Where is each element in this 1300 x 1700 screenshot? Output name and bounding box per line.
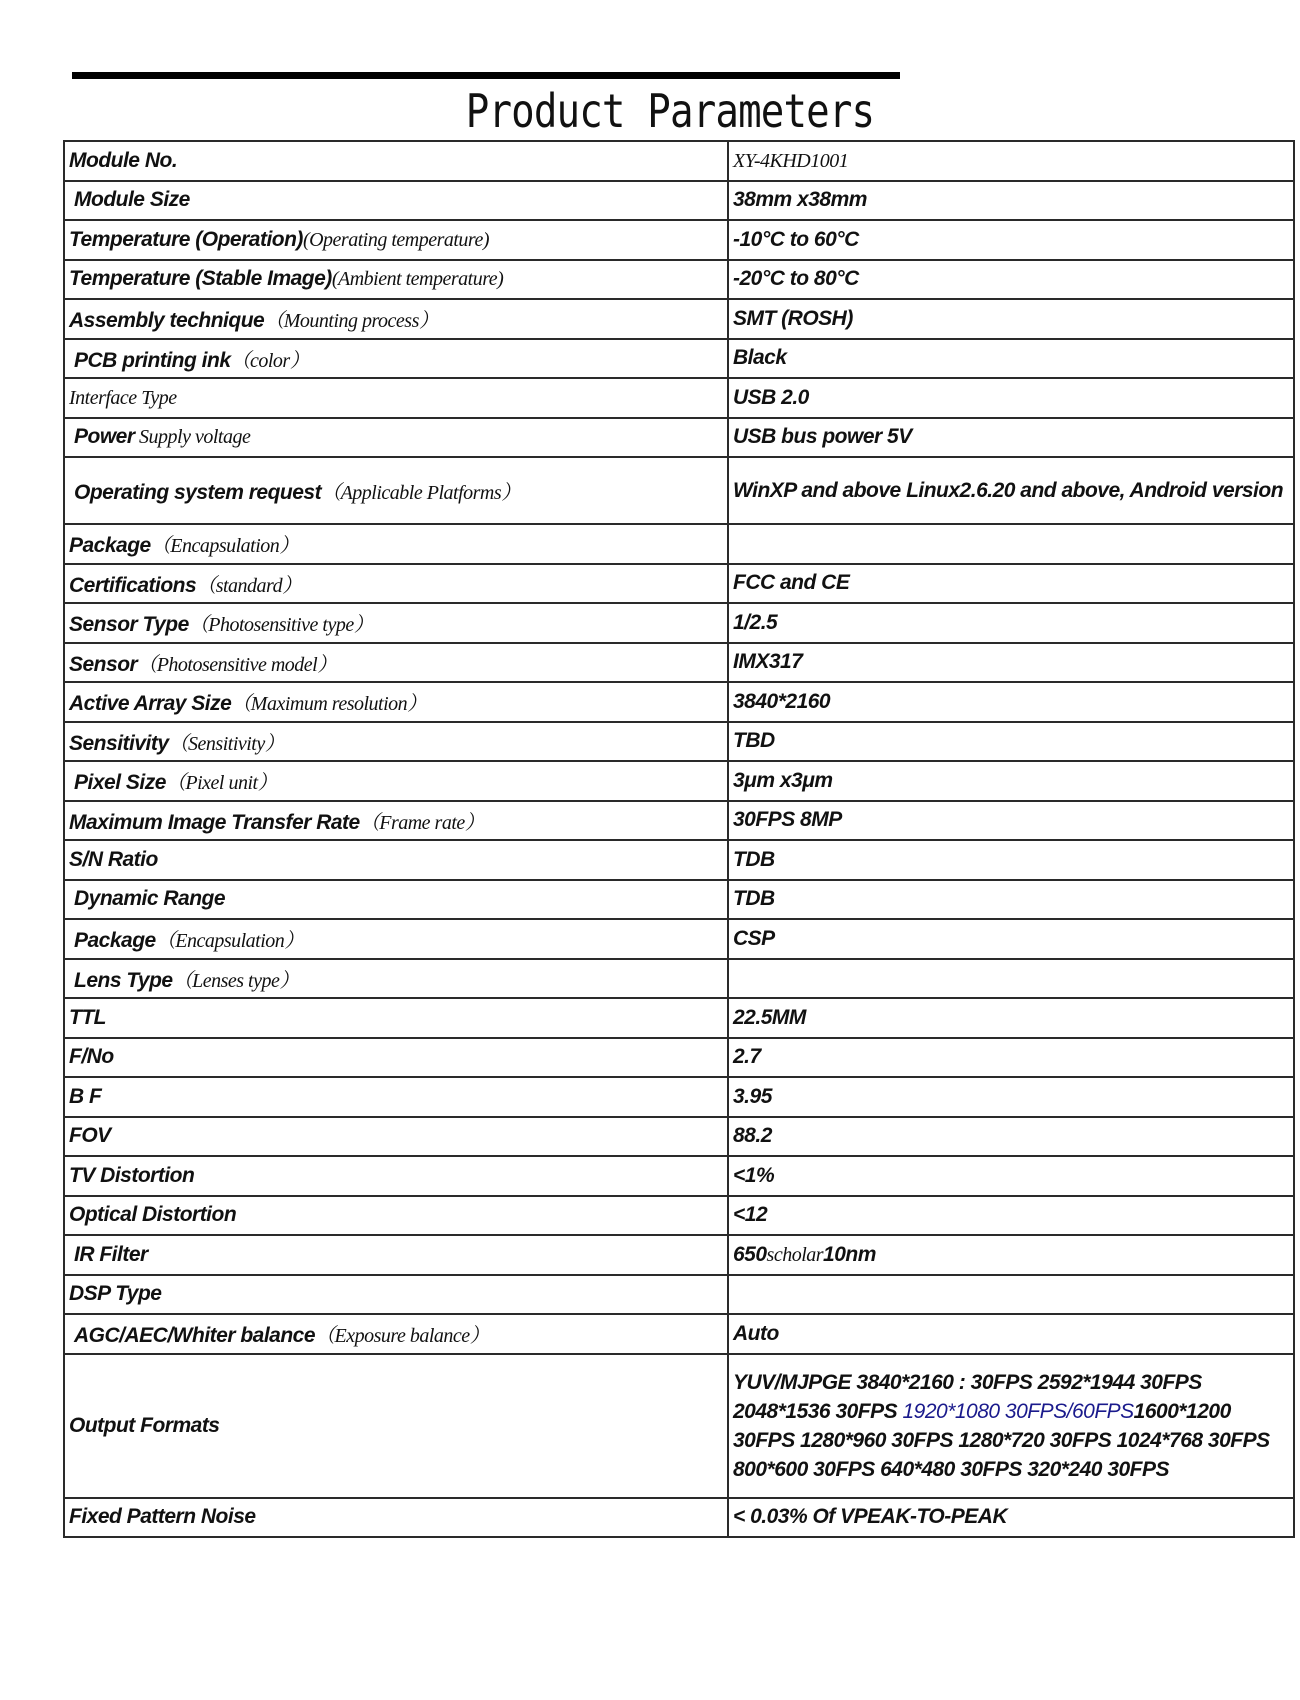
param-label [64,1156,728,1196]
param-name: TV Distortion [69,1163,195,1187]
param-name: Pixel Size [74,771,166,795]
value-text: TBD [733,729,775,753]
param-note: （Sensitivity） [168,732,285,755]
table-row [64,457,1294,524]
value-text: -10°C to 60°C [733,227,859,251]
param-note: (Ambient temperature) [331,268,504,291]
param-value [728,524,1294,564]
value-text: 3μm x3μm [733,768,833,792]
value-text: <1% [733,1163,775,1187]
value-text: <12 [733,1203,768,1227]
param-value [728,418,1294,458]
param-label [64,564,728,604]
param-name: Module No. [69,148,178,172]
value-text: 22.5MM [733,1005,806,1029]
table-row [64,919,1294,959]
param-value [728,1117,1294,1157]
param-value [728,761,1294,801]
value-part: 10nm [823,1242,876,1266]
param-name: B F [69,1084,102,1108]
param-label [64,1275,728,1315]
param-label [64,603,728,643]
param-label [64,524,728,564]
param-label [64,1354,728,1498]
table-row [64,260,1294,300]
value-part: 650 [733,1242,767,1266]
table-row [64,418,1294,458]
param-name: Module Size [74,188,190,212]
table-row [64,1314,1294,1354]
param-value [728,457,1294,524]
table-row [64,880,1294,920]
value-text: 38mm x38mm [733,188,867,212]
table-row [64,524,1294,564]
param-name: S/N Ratio [69,847,158,871]
param-name: FOV [69,1124,111,1148]
param-name: Sensor [69,652,138,676]
value-text: IMX317 [733,650,803,674]
table-row [64,564,1294,604]
value-part: 1600*1200 30FPS 1280*960 30FPS 1280*720 30FPS 1024*768 30FPS 800*600 30FPS 640*480 30FPS 320*240 30FPS [733,1399,1270,1481]
value-text: TDB [733,887,775,911]
table-row [64,220,1294,260]
table-row [64,998,1294,1038]
param-value [728,722,1294,762]
param-value [728,919,1294,959]
value-text: USB bus power 5V [733,425,912,449]
table-row [64,1077,1294,1117]
param-note: Interface Type [69,386,177,409]
param-name: Lens Type [74,968,173,992]
param-name: Package [74,929,156,953]
table-row [64,339,1294,379]
page-title: Product Parameters [465,84,875,138]
param-name: AGC/AEC/Whiter balance [74,1324,316,1348]
param-value [728,682,1294,722]
param-name: Package [69,534,151,558]
module-number: XY-4KHD1001 [733,149,849,172]
value-text: CSP [733,926,775,950]
param-value [728,1077,1294,1117]
param-name: Maximum Image Transfer Rate [69,810,360,834]
table-row [64,1156,1294,1196]
param-note: （Maximum resolution） [231,693,427,716]
param-label [64,457,728,524]
param-name: Assembly technique [69,309,265,333]
param-note: （Lenses type） [172,969,299,992]
param-value [728,339,1294,379]
param-value [728,260,1294,300]
param-label [64,959,728,999]
param-label [64,1498,728,1538]
param-label [64,1077,728,1117]
param-label [64,801,728,841]
table-row [64,643,1294,683]
highlighted-format: 1920*1080 30FPS/60FPS [902,1399,1134,1423]
parameters-table [63,140,1295,1538]
table-row [64,1498,1294,1538]
param-note: Supply voltage [134,426,251,449]
param-value [728,141,1294,181]
param-label [64,722,728,762]
param-name: Certifications [69,573,197,597]
value-text: USB 2.0 [733,385,809,409]
param-note: （Pixel unit） [165,772,278,795]
param-value [728,603,1294,643]
param-value [728,299,1294,339]
table-row [64,682,1294,722]
value-text: < 0.03% Of VPEAK-TO-PEAK [733,1505,1008,1529]
table-row [64,959,1294,999]
param-note: （Encapsulation） [155,930,304,953]
param-note: （Applicable Platforms） [321,482,521,504]
value-text: 30FPS 8MP [733,808,842,832]
table-row [64,1038,1294,1078]
param-name: Active Array Size [69,692,232,716]
param-name: Output Formats [69,1413,220,1437]
table-row [64,722,1294,762]
param-label [64,418,728,458]
param-value [728,564,1294,604]
param-name: Temperature (Stable Image) [69,267,332,291]
param-label [64,1235,728,1275]
param-label [64,840,728,880]
param-label [64,141,728,181]
table-row [64,378,1294,418]
param-label [64,1196,728,1236]
value-text: 88.2 [733,1124,772,1148]
param-label [64,880,728,920]
param-label [64,220,728,260]
table-row [64,761,1294,801]
param-label [64,1117,728,1157]
param-note: （Exposure balance） [315,1325,490,1348]
param-name: TTL [69,1005,106,1029]
param-name: Sensitivity [69,731,169,755]
value-text: 3.95 [733,1084,772,1108]
param-name: Operating system request [74,481,322,504]
param-value [728,643,1294,683]
param-label [64,1314,728,1354]
value-text: WinXP and above Linux2.6.20 and above, Android version [733,479,1284,502]
param-label [64,260,728,300]
value-text: 2.7 [733,1045,761,1069]
param-value [728,801,1294,841]
value-part: YUV/MJPGE 3840*2160 : 30FPS 2592*1944 30FPS 2048*1536 30FPS [733,1370,1202,1423]
value-text: 3840*2160 [733,689,831,713]
param-name: DSP Type [69,1282,162,1306]
param-name: Sensor Type [69,613,189,637]
table-row [64,603,1294,643]
param-label [64,181,728,221]
param-value [728,1196,1294,1236]
param-label [64,1038,728,1078]
param-label [64,378,728,418]
param-label [64,643,728,683]
value-unit-note: scholar [766,1243,824,1266]
param-label [64,761,728,801]
param-value [728,959,1294,999]
param-name: Optical Distortion [69,1203,237,1227]
param-value [728,378,1294,418]
table-row [64,1354,1294,1498]
param-note: （Encapsulation） [150,535,299,558]
param-value [728,1314,1294,1354]
param-name: Power [74,425,135,449]
value-text: -20°C to 80°C [733,267,859,291]
table-row [64,1196,1294,1236]
param-note: （standard） [196,574,302,597]
param-value [728,220,1294,260]
param-label [64,339,728,379]
value-text: 1/2.5 [733,610,778,634]
table-row [64,840,1294,880]
param-label [64,299,728,339]
table-row [64,1235,1294,1275]
param-label [64,682,728,722]
param-note: （Frame rate） [359,811,485,834]
table-row [64,141,1294,181]
param-value [728,998,1294,1038]
value-text: Black [733,346,787,370]
param-name: F/No [69,1045,114,1069]
value-text: FCC and CE [733,571,850,595]
param-label [64,998,728,1038]
param-note: （color） [230,349,310,372]
param-value [728,1235,1294,1275]
param-value [728,880,1294,920]
table-row [64,1117,1294,1157]
param-value [728,181,1294,221]
value-text: TDB [733,847,775,871]
param-value [728,1156,1294,1196]
param-name: Fixed Pattern Noise [69,1505,256,1529]
param-value [728,1498,1294,1538]
param-value [728,1354,1294,1498]
param-name: IR Filter [74,1242,148,1266]
param-name: Temperature (Operation) [69,227,303,251]
param-name: Dynamic Range [74,887,226,911]
table-row [64,299,1294,339]
header-rule [72,72,900,79]
param-note: (Operating temperature) [302,228,489,251]
value-text: SMT (ROSH) [733,306,853,330]
param-value [728,1275,1294,1315]
param-label [64,919,728,959]
table-row [64,801,1294,841]
param-name: PCB printing ink [74,348,231,372]
table-row [64,1275,1294,1315]
param-note: （Mounting process） [264,310,439,333]
table-row [64,181,1294,221]
param-value [728,1038,1294,1078]
param-note: （Photosensitive model） [137,653,337,676]
param-note: （Photosensitive type） [188,614,374,637]
value-text: Auto [733,1321,779,1345]
param-value [728,840,1294,880]
